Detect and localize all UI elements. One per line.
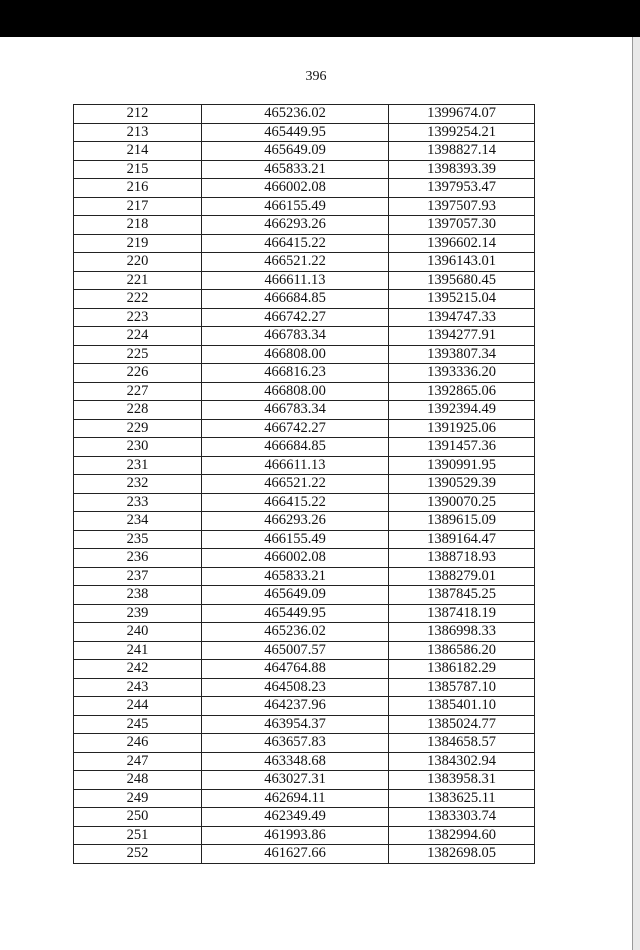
y-coordinate-cell: 1386182.29: [389, 660, 535, 679]
x-coordinate-cell: 466293.26: [202, 216, 389, 235]
x-coordinate-cell: 465007.57: [202, 641, 389, 660]
table-row: [74, 419, 535, 438]
point-id-cell: 246: [74, 734, 202, 753]
table-row: [74, 641, 535, 660]
point-id-cell: 232: [74, 475, 202, 494]
y-coordinate-cell: 1383958.31: [389, 771, 535, 790]
point-id-cell: 252: [74, 845, 202, 864]
x-coordinate-cell: 465649.09: [202, 142, 389, 161]
page-number: 396: [305, 69, 327, 84]
y-coordinate-cell: 1396602.14: [389, 234, 535, 253]
y-coordinate-cell: 1382698.05: [389, 845, 535, 864]
x-coordinate-cell: 466684.85: [202, 290, 389, 309]
x-coordinate-cell: 466415.22: [202, 493, 389, 512]
point-id-cell: 228: [74, 401, 202, 420]
point-id-cell: 244: [74, 697, 202, 716]
table-row: [74, 660, 535, 679]
point-id-cell: 235: [74, 530, 202, 549]
point-id-cell: 229: [74, 419, 202, 438]
x-coordinate-cell: 466611.13: [202, 456, 389, 475]
point-id-cell: 238: [74, 586, 202, 605]
point-id-cell: 213: [74, 123, 202, 142]
table-row: [74, 586, 535, 605]
scanner-top-border: [0, 0, 640, 37]
x-coordinate-cell: 466808.00: [202, 345, 389, 364]
point-id-cell: 250: [74, 808, 202, 827]
y-coordinate-cell: 1391457.36: [389, 438, 535, 457]
point-id-cell: 219: [74, 234, 202, 253]
point-id-cell: 240: [74, 623, 202, 642]
table-row: [74, 253, 535, 272]
y-coordinate-cell: 1386998.33: [389, 623, 535, 642]
point-id-cell: 212: [74, 105, 202, 124]
y-coordinate-cell: 1387845.25: [389, 586, 535, 605]
x-coordinate-cell: 462694.11: [202, 789, 389, 808]
y-coordinate-cell: 1392865.06: [389, 382, 535, 401]
point-id-cell: 218: [74, 216, 202, 235]
y-coordinate-cell: 1389164.47: [389, 530, 535, 549]
x-coordinate-cell: 466521.22: [202, 475, 389, 494]
point-id-cell: 251: [74, 826, 202, 845]
table-row: [74, 290, 535, 309]
point-id-cell: 243: [74, 678, 202, 697]
x-coordinate-cell: 466293.26: [202, 512, 389, 531]
table-row: [74, 623, 535, 642]
point-id-cell: 222: [74, 290, 202, 309]
point-id-cell: 227: [74, 382, 202, 401]
y-coordinate-cell: 1384658.57: [389, 734, 535, 753]
y-coordinate-cell: 1388718.93: [389, 549, 535, 568]
table-row: [74, 382, 535, 401]
y-coordinate-cell: 1398827.14: [389, 142, 535, 161]
y-coordinate-cell: 1382994.60: [389, 826, 535, 845]
x-coordinate-cell: 463657.83: [202, 734, 389, 753]
y-coordinate-cell: 1395680.45: [389, 271, 535, 290]
point-id-cell: 245: [74, 715, 202, 734]
point-id-cell: 225: [74, 345, 202, 364]
point-id-cell: 234: [74, 512, 202, 531]
x-coordinate-cell: 461993.86: [202, 826, 389, 845]
point-id-cell: 241: [74, 641, 202, 660]
y-coordinate-cell: 1384302.94: [389, 752, 535, 771]
table-row: [74, 771, 535, 790]
y-coordinate-cell: 1388279.01: [389, 567, 535, 586]
y-coordinate-cell: 1392394.49: [389, 401, 535, 420]
point-id-cell: 236: [74, 549, 202, 568]
y-coordinate-cell: 1397953.47: [389, 179, 535, 198]
y-coordinate-cell: 1385787.10: [389, 678, 535, 697]
table-row: [74, 734, 535, 753]
x-coordinate-cell: 466684.85: [202, 438, 389, 457]
y-coordinate-cell: 1399674.07: [389, 105, 535, 124]
point-id-cell: 226: [74, 364, 202, 383]
x-coordinate-cell: 466415.22: [202, 234, 389, 253]
x-coordinate-cell: 461627.66: [202, 845, 389, 864]
x-coordinate-cell: 465449.95: [202, 123, 389, 142]
table-row: [74, 142, 535, 161]
point-id-cell: 217: [74, 197, 202, 216]
x-coordinate-cell: 465236.02: [202, 105, 389, 124]
y-coordinate-cell: 1397057.30: [389, 216, 535, 235]
point-id-cell: 249: [74, 789, 202, 808]
y-coordinate-cell: 1394277.91: [389, 327, 535, 346]
point-id-cell: 233: [74, 493, 202, 512]
x-coordinate-cell: 466611.13: [202, 271, 389, 290]
table-row: [74, 549, 535, 568]
y-coordinate-cell: 1395215.04: [389, 290, 535, 309]
table-row: [74, 345, 535, 364]
table-row: [74, 752, 535, 771]
x-coordinate-cell: 466783.34: [202, 401, 389, 420]
table-row: [74, 327, 535, 346]
x-coordinate-cell: 466002.08: [202, 179, 389, 198]
point-id-cell: 223: [74, 308, 202, 327]
y-coordinate-cell: 1397507.93: [389, 197, 535, 216]
coordinates-table: [73, 104, 535, 864]
table-row: [74, 678, 535, 697]
point-id-cell: 239: [74, 604, 202, 623]
x-coordinate-cell: 464237.96: [202, 697, 389, 716]
point-id-cell: 221: [74, 271, 202, 290]
table-row: [74, 493, 535, 512]
point-id-cell: 216: [74, 179, 202, 198]
table-row: [74, 808, 535, 827]
table-row: [74, 567, 535, 586]
x-coordinate-cell: 466521.22: [202, 253, 389, 272]
point-id-cell: 237: [74, 567, 202, 586]
point-id-cell: 214: [74, 142, 202, 161]
table-row: [74, 530, 535, 549]
x-coordinate-cell: 465449.95: [202, 604, 389, 623]
table-row: [74, 512, 535, 531]
y-coordinate-cell: 1398393.39: [389, 160, 535, 179]
x-coordinate-cell: 463027.31: [202, 771, 389, 790]
table-row: [74, 715, 535, 734]
table-row: [74, 271, 535, 290]
y-coordinate-cell: 1390529.39: [389, 475, 535, 494]
table-row: [74, 364, 535, 383]
y-coordinate-cell: 1385401.10: [389, 697, 535, 716]
table-row: [74, 197, 535, 216]
point-id-cell: 215: [74, 160, 202, 179]
table-row: [74, 216, 535, 235]
table-row: [74, 234, 535, 253]
y-coordinate-cell: 1399254.21: [389, 123, 535, 142]
table-row: [74, 179, 535, 198]
y-coordinate-cell: 1396143.01: [389, 253, 535, 272]
point-id-cell: 230: [74, 438, 202, 457]
x-coordinate-cell: 464508.23: [202, 678, 389, 697]
x-coordinate-cell: 462349.49: [202, 808, 389, 827]
table-row: [74, 308, 535, 327]
table-row: [74, 475, 535, 494]
x-coordinate-cell: 463348.68: [202, 752, 389, 771]
table-row: [74, 438, 535, 457]
x-coordinate-cell: 465236.02: [202, 623, 389, 642]
y-coordinate-cell: 1393807.34: [389, 345, 535, 364]
point-id-cell: 224: [74, 327, 202, 346]
y-coordinate-cell: 1387418.19: [389, 604, 535, 623]
x-coordinate-cell: 466742.27: [202, 419, 389, 438]
point-id-cell: 231: [74, 456, 202, 475]
table-row: [74, 604, 535, 623]
y-coordinate-cell: 1385024.77: [389, 715, 535, 734]
y-coordinate-cell: 1391925.06: [389, 419, 535, 438]
x-coordinate-cell: 466783.34: [202, 327, 389, 346]
document-page: [0, 37, 633, 950]
y-coordinate-cell: 1383303.74: [389, 808, 535, 827]
x-coordinate-cell: 465833.21: [202, 567, 389, 586]
y-coordinate-cell: 1389615.09: [389, 512, 535, 531]
x-coordinate-cell: 466155.49: [202, 197, 389, 216]
point-id-cell: 242: [74, 660, 202, 679]
point-id-cell: 247: [74, 752, 202, 771]
x-coordinate-cell: 466155.49: [202, 530, 389, 549]
x-coordinate-cell: 466808.00: [202, 382, 389, 401]
table-row: [74, 789, 535, 808]
x-coordinate-cell: 464764.88: [202, 660, 389, 679]
table-row: [74, 697, 535, 716]
x-coordinate-cell: 463954.37: [202, 715, 389, 734]
coordinates-table-body: [74, 105, 535, 864]
table-row: [74, 845, 535, 864]
x-coordinate-cell: 466742.27: [202, 308, 389, 327]
x-coordinate-cell: 466002.08: [202, 549, 389, 568]
table-row: [74, 123, 535, 142]
y-coordinate-cell: 1394747.33: [389, 308, 535, 327]
y-coordinate-cell: 1383625.11: [389, 789, 535, 808]
table-row: [74, 401, 535, 420]
x-coordinate-cell: 466816.23: [202, 364, 389, 383]
y-coordinate-cell: 1390070.25: [389, 493, 535, 512]
table-row: [74, 105, 535, 124]
y-coordinate-cell: 1393336.20: [389, 364, 535, 383]
y-coordinate-cell: 1386586.20: [389, 641, 535, 660]
table-row: [74, 160, 535, 179]
point-id-cell: 220: [74, 253, 202, 272]
point-id-cell: 248: [74, 771, 202, 790]
x-coordinate-cell: 465649.09: [202, 586, 389, 605]
y-coordinate-cell: 1390991.95: [389, 456, 535, 475]
table-row: [74, 826, 535, 845]
x-coordinate-cell: 465833.21: [202, 160, 389, 179]
table-row: [74, 456, 535, 475]
